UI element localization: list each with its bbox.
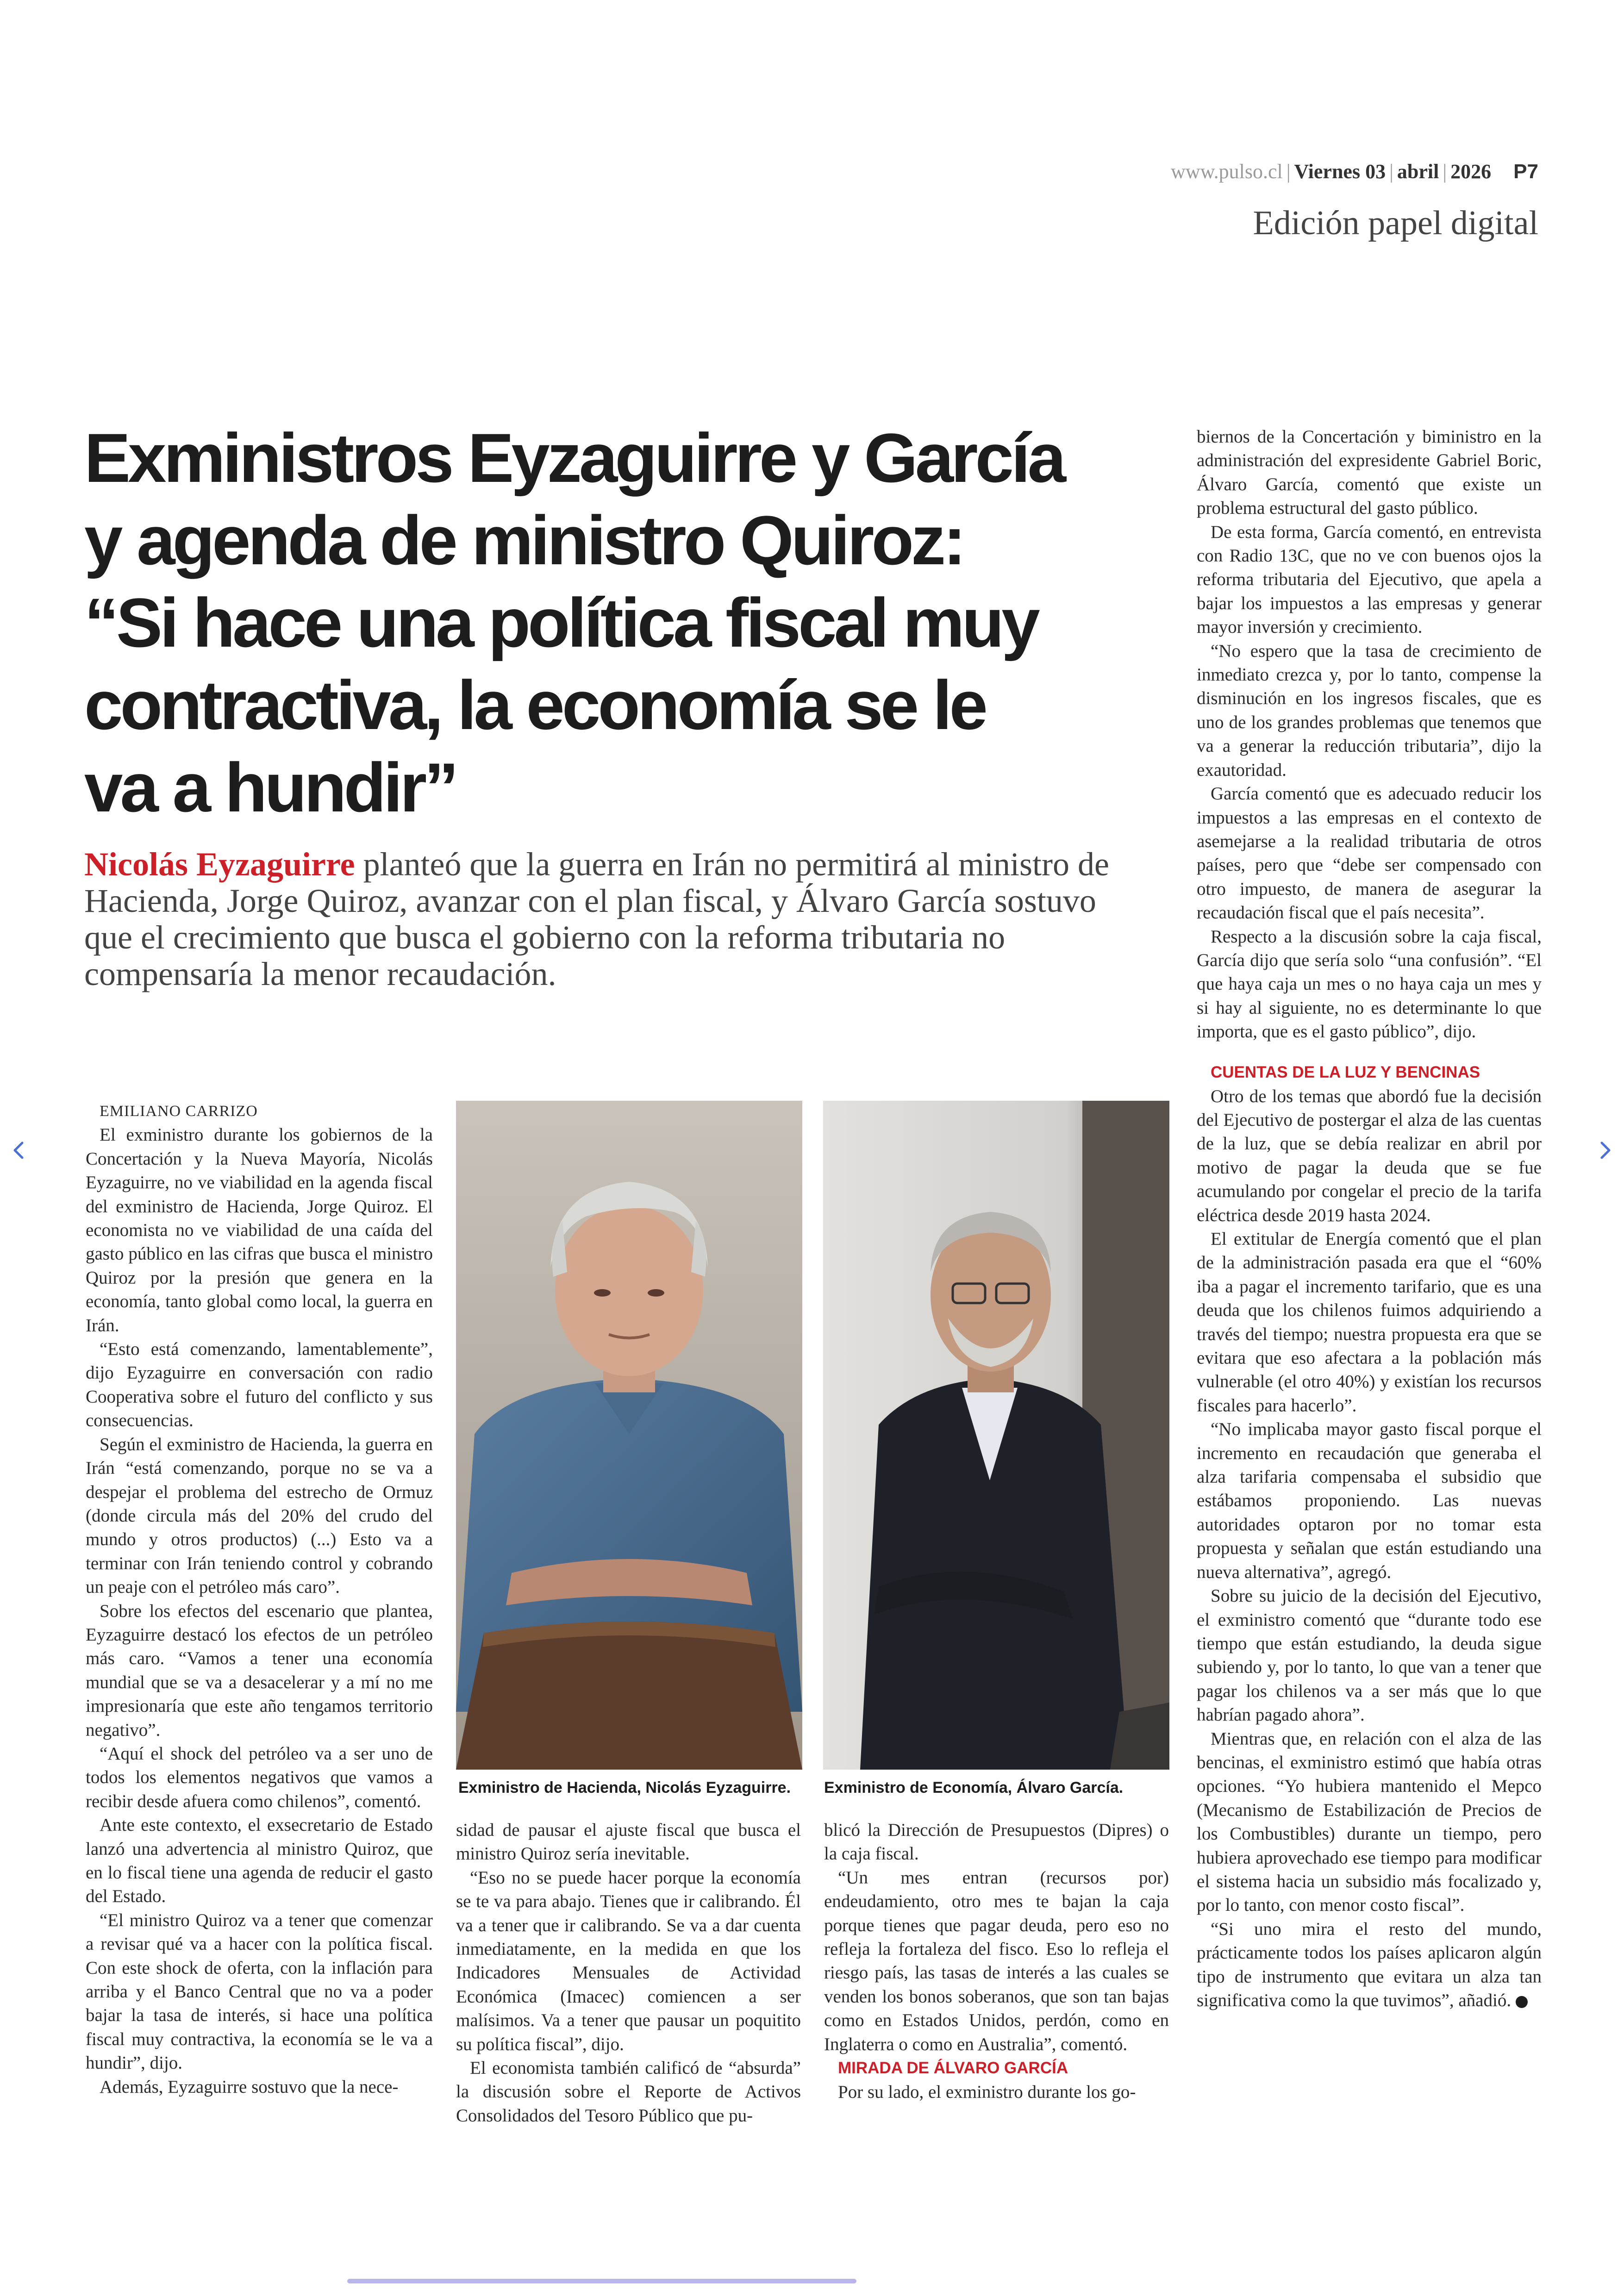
- paragraph: García comentó que es adecuado reducir los impuestos a las empresas en el contexto de asemejarse a la realidad tributaria de otros países, pero que “debe ser compensado con otro impuesto, de manera de asegurar la recaudación fiscal que el país necesita”.: [1197, 784, 1542, 923]
- headline-line: Exministros Eyzaguirre y García: [84, 419, 1064, 497]
- issue-day: Viernes 03: [1294, 160, 1386, 183]
- paragraph: “Eso no se puede hacer porque la economía se te va para abajo. Tienes que ir calibrando. Él va a tener que ir calibrando. Se va a dar cuenta inmediatamente, en la medida en que los Indicadores Mensuales de Actividad Económica (Imacec) comiencen a ser malísimos. Va a tener que pausar un poquitito su política fiscal”, dijo.: [456, 1867, 801, 2054]
- paragraph: “No espero que la tasa de crecimiento de inmediato crezca y, por lo tanto, compense la disminución en los ingresos fiscales, que es uno de los grandes problemas que tenemos que va a generar la reducción tributaria”, dijo la exautoridad.: [1197, 641, 1542, 780]
- end-mark-icon: P: [1516, 1996, 1528, 2008]
- section-subhead: CUENTAS DE LA LUZ Y BENCINAS: [1211, 1063, 1480, 1081]
- byline: EMILIANO CARRIZO: [100, 1103, 258, 1120]
- paragraph: Mientras que, en relación con el alza de las bencinas, el exministro estimó que había otras opciones. “Yo hubiera mantenido el Mepco (Mecanismo de Estabilización de Precios de los Combustibles) durante un tiempo, pero hubiera aprovechado ese tiempo para modificar el sistema hacia un subsidio más focalizado y, por lo tanto, con menor costo fiscal”.: [1197, 1728, 1542, 1915]
- headline-line: contractiva, la economía se le: [84, 666, 985, 744]
- chevron-left-icon: [5, 1136, 32, 1164]
- photo-caption: Exministro de Hacienda, Nicolás Eyzaguirre.: [458, 1779, 791, 1796]
- previous-page-button[interactable]: [5, 1136, 32, 1164]
- paragraph: “Un mes entran (recursos por) endeudamiento, otro mes te bajan la caja porque tienes que pagar deuda, pero eso no refleja la fortaleza del fisco. Eso lo refleja el riesgo país, las tasas de interés a las cuales se venden los bonos soberanos, que son tan bajas como en Estados Unidos, perdón, como en Inglaterra o como en Australia”, comentó.: [824, 1867, 1169, 2054]
- paragraph: Además, Eyzaguirre sostuvo que la nece-: [100, 2077, 399, 2097]
- issue-month: abril: [1397, 160, 1439, 183]
- headline-line: y agenda de ministro Quiroz:: [84, 501, 963, 579]
- lead-paragraph: [84, 846, 1149, 992]
- paragraph: Respecto a la discusión sobre la caja fiscal, García dijo que sería solo “una confusión”. “El que haya caja un mes o no haya caja un mes y si hay al siguiente, no es determinante lo que importa, que es el gasto público”, dijo.: [1197, 926, 1542, 1042]
- paragraph: “No implicaba mayor gasto fiscal porque el incremento en recaudación que generaba el alza tarifaria compensaba el subsidio que estábamos proponiendo. Las nuevas autoridades optaron por no tomar esta propuesta y señalan que están estudiando una nueva alternativa”, agregó.: [1197, 1419, 1542, 1582]
- paragraph: Según el exministro de Hacienda, la guerra en Irán “está comenzando, porque no se va a despejar el problema del estrecho de Ormuz (donde circula más del 20% del crudo del mundo y otros productos) (...) Esto va a terminar con Irán teniendo control y cobrando un peaje con el petróleo más caro”.: [86, 1434, 433, 1597]
- paragraph: Otro de los temas que abordó fue la decisión del Ejecutivo de postergar el alza de las cuentas de la luz, que se debía realizar en abril por motivo de pagar la deuda que se fue acumulando por congelar el precio de la tarifa eléctrica desde 2019 hasta 2024.: [1197, 1086, 1542, 1225]
- next-page-button[interactable]: [1592, 1136, 1619, 1164]
- section-subhead: MIRADA DE ÁLVARO GARCÍA: [838, 2059, 1068, 2077]
- chevron-right-icon: [1592, 1136, 1619, 1164]
- photo-caption: Exministro de Economía, Álvaro García.: [824, 1779, 1124, 1796]
- page-header: www.pulso.cl | Viernes 03 | abril | 2026 P7: [1171, 160, 1538, 183]
- paragraph: “Aquí el shock del petróleo va a ser uno de todos los elementos negativos que vamos a recibir desde afuera como chilenos”, comentó.: [86, 1743, 433, 1811]
- paragraph: blicó la Dirección de Presupuestos (Dipres) o la caja fiscal.: [824, 1820, 1169, 1864]
- paragraph: “Esto está comenzando, lamentablemente”, dijo Eyzaguirre en conversación con radio Cooperativa sobre el futuro del conflicto y sus consecuencias.: [86, 1339, 433, 1431]
- paragraph: sidad de pausar el ajuste fiscal que busca el ministro Quiroz sería inevitable.: [456, 1820, 801, 1864]
- headline: [84, 417, 1177, 829]
- paragraph: El extitular de Energía comentó que el plan de la administración pasada era que el “60% iba a pagar el incremento tarifario, que es una deuda que los chilenos fuimos adquiriendo a través del tiempo; nuestra propuesta era que se evitara que eso afectara a la población más vulnerable (el otro 40%) y existían los recursos fiscales para hacerlo”.: [1197, 1229, 1542, 1416]
- paragraph: biernos de la Concertación y biministro en la administración del expresidente Gabriel Boric, Álvaro García, comentó que existe un problema estructural del gasto público.: [1197, 427, 1542, 518]
- paragraph: El exministro durante los gobiernos de la Concertación y la Nueva Mayoría, Nicolás Eyzaguirre, no ve viabilidad en la agenda fiscal del exministro de Hacienda, Jorge Quiroz. El economista no ve viabilidad de una caída del gasto público en las cifras que busca el ministro Quiroz por la presión que genera en la economía, tanto global como local, la guerra en Irán.: [86, 1125, 433, 1335]
- headline-line: va a hundir”: [84, 748, 456, 826]
- paragraph: Sobre los efectos del escenario que plantea, Eyzaguirre destacó los efectos de un petróleo más caro. “Vamos a tener una economía mundial que se va a desacelerar y a mí no me impresionaría que este año tengamos territorio negativo”.: [86, 1601, 433, 1740]
- article-column-3: [824, 1818, 1169, 2104]
- paragraph: [1197, 1917, 1542, 2013]
- issue-year: 2026: [1450, 160, 1492, 183]
- page-number: P7: [1513, 160, 1538, 183]
- paragraph: Ante este contexto, el exsecretario de Estado lanzó una advertencia al ministro Quiroz, que en lo fiscal tiene una agenda de reducir el gasto del Estado.: [86, 1815, 433, 1907]
- paragraph: Por su lado, el exministro durante los go-: [838, 2082, 1136, 2102]
- site-url: www.pulso.cl: [1171, 160, 1283, 183]
- portrait-image: [456, 1101, 802, 1770]
- article-column-2: [456, 1818, 801, 2127]
- photo-eyzaguirre: [456, 1101, 802, 1770]
- paragraph: Sobre su juicio de la decisión del Ejecutivo, el exministro comentó que “durante todo ese tiempo que están estudiando, la deuda sigue subiendo y, por lo tanto, lo que van a tener que pagar los chilenos va a ser más que lo que habrían pagado ahora”.: [1197, 1586, 1542, 1725]
- lead-text: planteó que la guerra en Irán no permitirá al ministro de Hacienda, Jorge Quiroz, avanzar con el plan fiscal, y Álvaro García sostuvo que el crecimiento que busca el gobierno con la reforma tributaria no compensaría la menor recaudación.: [84, 846, 1109, 992]
- photo-garcia: [823, 1101, 1169, 1770]
- portrait-image: [823, 1101, 1169, 1770]
- lead-name: Nicolás Eyzaguirre: [84, 846, 355, 883]
- paragraph: De esta forma, García comentó, en entrevista con Radio 13C, que no ve con buenos ojos la reforma tributaria del Ejecutivo, que apela a bajar los impuestos a las empresas y generar mayor inversión y crecimiento.: [1197, 522, 1542, 637]
- headline-line: “Si hace una política fiscal muy: [84, 584, 1037, 661]
- paragraph: “El ministro Quiroz va a tener que comenzar a revisar qué va a hacer con la política fiscal. Con este shock de oferta, con la inflación para arriba y el Banco Central que no va a poder bajar la tasa de interés, si hace una política fiscal muy contractiva, la economía se le va a hundir”, dijo.: [86, 1910, 433, 2073]
- edition-label: Edición papel digital: [1253, 204, 1538, 242]
- paragraph: El economista también calificó de “absurda” la discusión sobre el Reporte de Activos Consolidados del Tesoro Público que pu-: [456, 2058, 801, 2126]
- horizontal-scrollbar[interactable]: [347, 2279, 856, 2283]
- paragraph-text: “Si uno mira el resto del mundo, prácticamente todos los países aplicaron algún tipo de instrumento que evitara un alza tan significativa como la que tuvimos”, añadió.: [1197, 1919, 1542, 2010]
- article-column-4: [1197, 425, 1542, 2012]
- article-column-1: [86, 1099, 433, 2099]
